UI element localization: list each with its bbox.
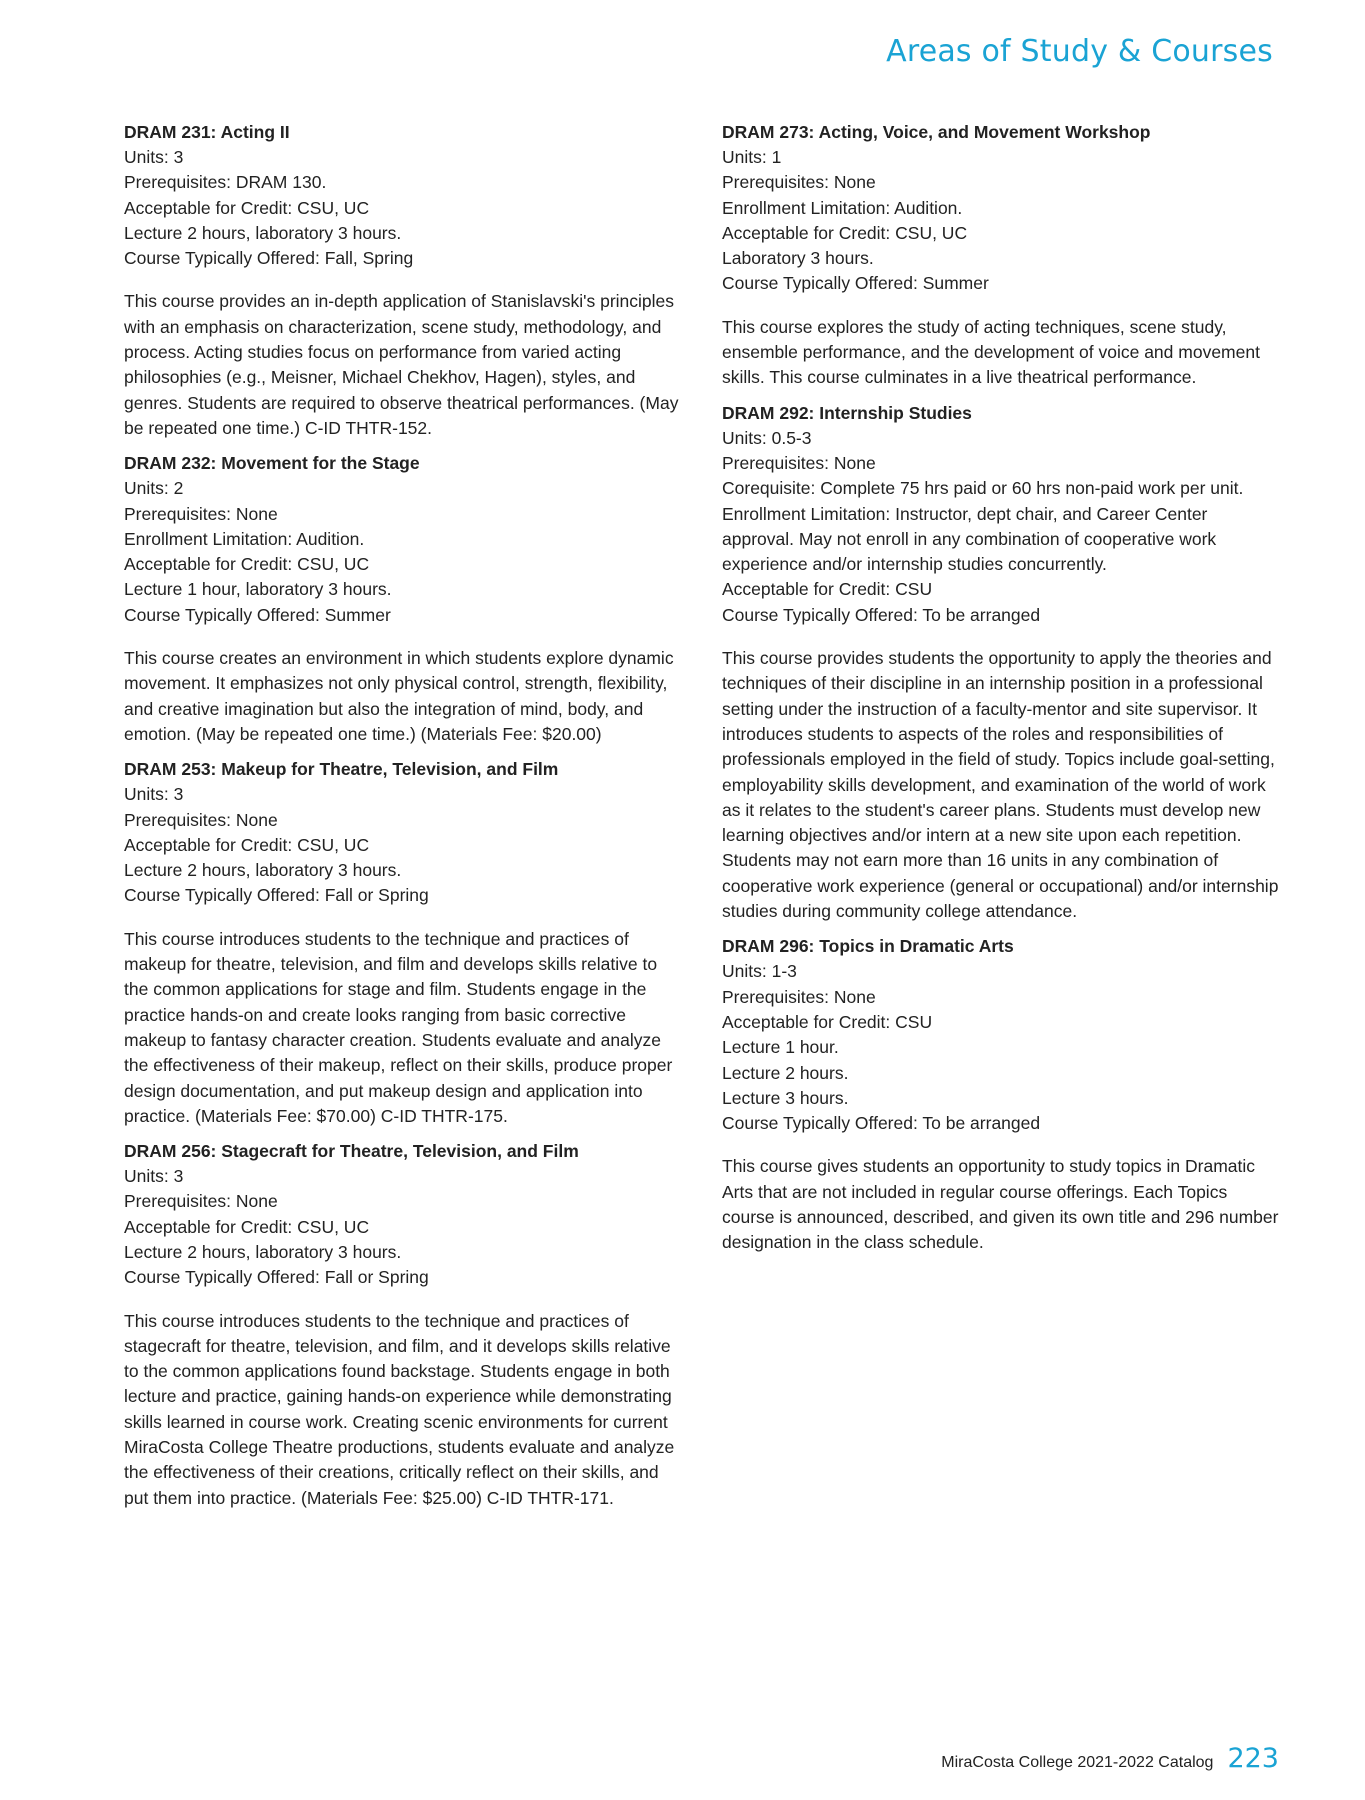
catalog-label: MiraCosta College 2021-2022 Catalog xyxy=(941,1754,1214,1771)
course-entry xyxy=(124,120,684,441)
course-title: DRAM 296: Topics in Dramatic Arts xyxy=(722,936,1014,957)
course-meta-line: Enrollment Limitation: Instructor, dept chair, and Career Center approval. May not enroll in any combination of cooperative work experience and/or internship studies concurrently. xyxy=(722,503,1217,575)
course-meta-line: Prerequisites: None xyxy=(124,1191,278,1212)
course-meta-line: Course Typically Offered: Fall or Spring xyxy=(124,885,429,906)
course-meta-line: Prerequisites: None xyxy=(124,809,278,830)
course-meta xyxy=(722,959,1282,1136)
course-meta xyxy=(722,426,1282,628)
course-meta-line: Course Typically Offered: Fall or Spring xyxy=(124,1267,429,1288)
course-meta-line: Lecture 1 hour. xyxy=(722,1037,839,1058)
right-column xyxy=(722,120,1282,1266)
course-title: DRAM 273: Acting, Voice, and Movement Workshop xyxy=(722,122,1151,142)
course-meta-line: Units: 0.5-3 xyxy=(722,427,812,448)
course-meta-line: Prerequisites: None xyxy=(124,503,278,524)
course-meta-line: Units: 3 xyxy=(124,1166,184,1187)
course-meta-line: Course Typically Offered: To be arranged xyxy=(722,1113,1041,1134)
course-meta-line: Lecture 3 hours. xyxy=(722,1087,849,1108)
course-meta xyxy=(124,1164,684,1290)
course-meta-line: Units: 1 xyxy=(722,147,782,167)
course-meta-line: Acceptable for Credit: CSU xyxy=(722,1011,933,1032)
course-entry xyxy=(722,120,1282,391)
course-meta xyxy=(722,145,1282,297)
page-footer xyxy=(941,1743,1279,1774)
course-meta-line: Acceptable for Credit: CSU, UC xyxy=(124,834,370,855)
course-description: This course introduces students to the technique and practices of makeup for theatre, television, and film and develops skills relative to the common applications for stage and film. Students engage in the practice hands-on and create looks ranging from basic corrective makeup to fantasy character creation. Students evaluate and analyze the effectiveness of their makeup, reflect on their skills, produce proper design documentation, and put makeup design and application into practice. (Materials Fee: $70.00) C-ID THTR-175. xyxy=(124,928,673,1126)
course-meta-line: Lecture 2 hours, laboratory 3 hours. xyxy=(124,1241,402,1262)
course-entry xyxy=(722,934,1282,1255)
course-meta-line: Course Typically Offered: To be arranged xyxy=(722,604,1041,625)
course-description: This course creates an environment in which students explore dynamic movement. It emphasizes not only physical control, strength, flexibility, and creative imagination but also the integration of mind, body, and emotion. (May be repeated one time.) (Materials Fee: $20.00) xyxy=(124,648,674,744)
course-entry xyxy=(124,757,684,1129)
course-title: DRAM 232: Movement for the Stage xyxy=(124,453,420,474)
course-title: DRAM 253: Makeup for Theatre, Television, and Film xyxy=(124,759,559,780)
course-meta-line: Course Typically Offered: Fall, Spring xyxy=(124,248,414,269)
course-meta-line: Course Typically Offered: Summer xyxy=(124,604,391,625)
course-meta-line: Corequisite: Complete 75 hrs paid or 60 hrs non-paid work per unit. xyxy=(722,478,1244,499)
page-section-title: Areas of Study & Courses xyxy=(886,34,1273,69)
course-entry xyxy=(722,401,1282,925)
course-title: DRAM 231: Acting II xyxy=(124,122,290,142)
course-description: This course introduces students to the technique and practices of stagecraft for theatre, television, and film, and it develops skills relative to the common applications found backstage. Students engage in both lecture and practice, gaining hands-on experience while demonstrating skills learned in course work. Creating scenic environments for current MiraCosta College Theatre productions, students evaluate and analyze the effectiveness of their creations, critically reflect on their skills, and put them into practice. (Materials Fee: $25.00) C-ID THTR-171. xyxy=(124,1310,675,1508)
course-description: This course provides students the opportunity to apply the theories and techniques of their discipline in an internship position in a professional setting under the instruction of a faculty-mentor and site supervisor. It introduces students to aspects of the roles and responsibilities of professionals employed in the field of study. Topics include goal-setting, employability skills development, and examination of the world of work as it relates to the student's career plans. Students must develop new learning objectives and/or intern at a new site upon each repetition. Students may not earn more than 16 units in any combination of cooperative work experience (general or occupational) and/or internship studies during community college attendance. xyxy=(722,648,1279,922)
course-meta xyxy=(124,145,684,271)
course-meta-line: Prerequisites: None xyxy=(722,172,876,193)
course-description: This course provides an in-depth application of Stanislavski's principles with an emphasis on characterization, scene study, methodology, and process. Acting studies focus on performance from varied acting philosophies (e.g., Meisner, Michael Chekhov, Hagen), styles, and genres. Students are required to observe theatrical performances. (May be repeated one time.) C-ID THTR-152. xyxy=(124,291,679,438)
course-meta-line: Units: 2 xyxy=(124,478,184,499)
left-column xyxy=(124,120,684,1521)
course-meta-line: Lecture 2 hours, laboratory 3 hours. xyxy=(124,222,402,243)
course-meta-line: Lecture 1 hour, laboratory 3 hours. xyxy=(124,579,392,600)
course-meta-line: Acceptable for Credit: CSU, UC xyxy=(124,1216,370,1237)
course-title: DRAM 292: Internship Studies xyxy=(722,402,972,423)
course-meta-line: Prerequisites: DRAM 130. xyxy=(124,172,327,193)
course-meta-line: Acceptable for Credit: CSU, UC xyxy=(124,197,370,218)
course-meta xyxy=(124,782,684,908)
course-meta-line: Lecture 2 hours. xyxy=(722,1062,849,1083)
course-meta xyxy=(124,476,684,628)
course-entry xyxy=(124,1139,684,1511)
course-meta-line: Course Typically Offered: Summer xyxy=(722,273,989,294)
course-meta-line: Lecture 2 hours, laboratory 3 hours. xyxy=(124,860,402,881)
course-meta-line: Prerequisites: None xyxy=(722,986,876,1007)
course-meta-line: Laboratory 3 hours. xyxy=(722,248,874,269)
page-number: 223 xyxy=(1227,1743,1279,1774)
course-description: This course explores the study of acting techniques, scene study, ensemble performance, and the development of voice and movement skills. This course culminates in a live theatrical performance. xyxy=(722,316,1260,388)
course-meta-line: Units: 3 xyxy=(124,784,184,805)
course-meta-line: Acceptable for Credit: CSU, UC xyxy=(722,222,968,243)
course-meta-line: Enrollment Limitation: Audition. xyxy=(722,197,963,218)
course-meta-line: Units: 3 xyxy=(124,147,184,167)
course-entry xyxy=(124,451,684,747)
course-meta-line: Enrollment Limitation: Audition. xyxy=(124,528,365,549)
course-title: DRAM 256: Stagecraft for Theatre, Television, and Film xyxy=(124,1141,579,1162)
course-meta-line: Prerequisites: None xyxy=(722,452,876,473)
course-meta-line: Acceptable for Credit: CSU xyxy=(722,579,933,600)
course-description: This course gives students an opportunity to study topics in Dramatic Arts that are not included in regular course offerings. Each Topics course is announced, described, and given its own title and 296 number designation in the class schedule. xyxy=(722,1156,1279,1253)
course-meta-line: Units: 1-3 xyxy=(722,961,797,982)
course-meta-line: Acceptable for Credit: CSU, UC xyxy=(124,554,370,575)
